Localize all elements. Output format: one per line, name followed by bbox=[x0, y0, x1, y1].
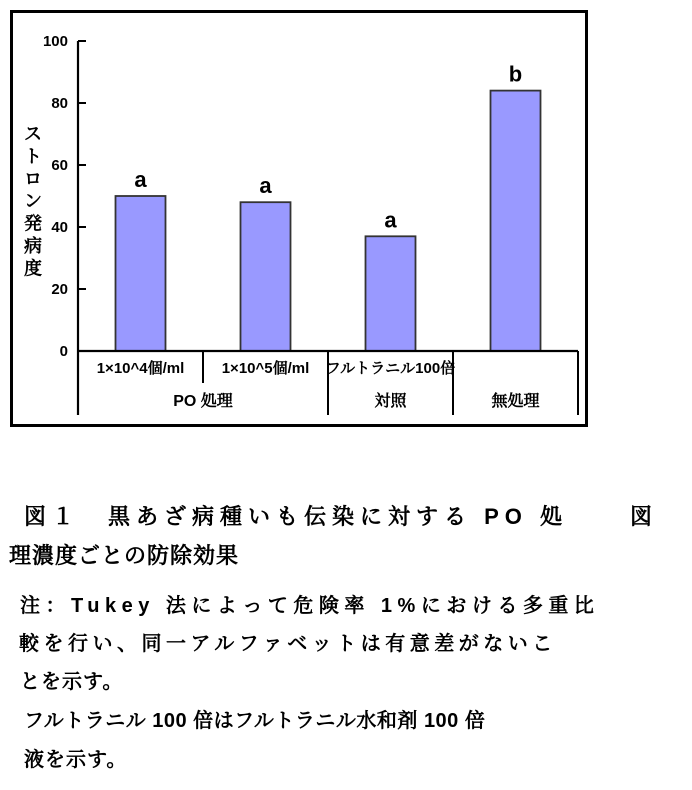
bar-4 bbox=[491, 91, 541, 351]
group-label-3: 無処理 bbox=[491, 393, 540, 410]
y-axis-title-char: 発 bbox=[24, 213, 42, 234]
sig-letter-3: a bbox=[384, 207, 397, 233]
adjacent-column-text-fragment: 図 bbox=[630, 504, 653, 529]
category-label-2: 1×10^5個/ml bbox=[221, 360, 310, 377]
figure-caption-line-2: 理濃度ごとの防除効果 bbox=[9, 543, 240, 568]
note-line-3: とを示す。 bbox=[20, 671, 124, 693]
y-tick-label-0: 0 bbox=[59, 343, 68, 360]
y-axis-title-char: ン bbox=[24, 191, 42, 212]
group-label-2: 対照 bbox=[374, 393, 407, 410]
sig-letter-1: a bbox=[134, 167, 147, 192]
category-label-1: 1×10^4個/ml bbox=[96, 360, 185, 377]
bar-1 bbox=[116, 196, 166, 351]
group-label-1: PO 処理 bbox=[173, 393, 233, 410]
y-axis-title-char: 度 bbox=[24, 258, 42, 279]
bar-3 bbox=[366, 236, 416, 351]
y-tick-label-80: 80 bbox=[51, 95, 68, 112]
y-tick-label-100: 100 bbox=[42, 33, 68, 50]
sig-letter-2: a bbox=[259, 173, 272, 199]
category-label-3: フルトラニル100倍 bbox=[325, 360, 456, 377]
y-axis-title-char: 病 bbox=[24, 236, 42, 256]
y-axis-title-char: ス bbox=[24, 124, 42, 144]
y-axis-title-char: ト bbox=[24, 146, 42, 167]
y-axis-title-char: ロ bbox=[24, 168, 42, 189]
y-tick-label-60: 60 bbox=[51, 157, 68, 174]
figure-caption-line-1: 図１ 黒あざ病種いも伝染に対する PO 処 bbox=[24, 504, 569, 529]
sig-letter-4: b bbox=[508, 61, 523, 87]
note-line-4: フルトラニル 100 倍はフルトラニル水和剤 100 倍 bbox=[24, 710, 486, 732]
note-line-2: 較を行い、同一アルファベットは有意差がないこ bbox=[19, 633, 557, 655]
bar-2 bbox=[241, 202, 291, 351]
y-tick-label-20: 20 bbox=[51, 281, 68, 298]
note-line-1: 注：Tukey 法によって危険率 1%における多重比 bbox=[20, 595, 600, 617]
note-line-5: 液を示す。 bbox=[24, 749, 128, 771]
y-tick-label-40: 40 bbox=[51, 219, 68, 236]
